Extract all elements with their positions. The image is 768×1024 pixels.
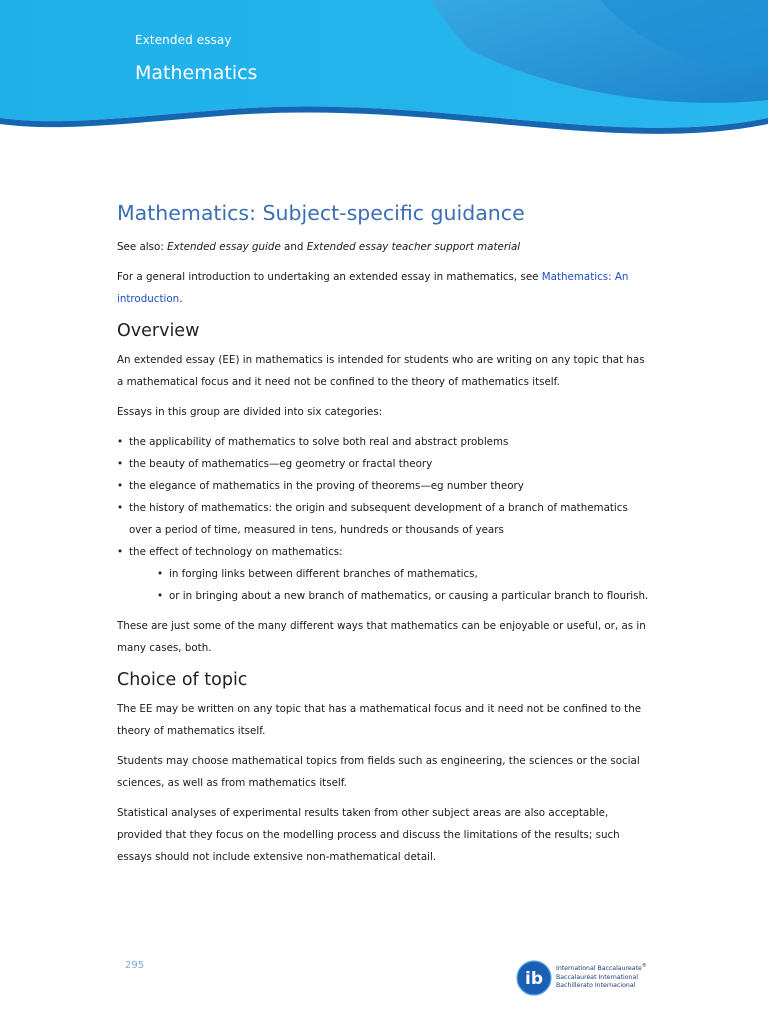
intro-text: For a general introduction to undertaking an extended essay in mathematics, see xyxy=(117,271,542,283)
choice-paragraph-1: The EE may be written on any topic that has a mathematical focus and it need not be confined to the theory of mathematics itself. xyxy=(117,703,642,737)
ib-logo-text xyxy=(556,962,647,991)
ib-logo-line-en: International Baccalaureate® xyxy=(556,963,647,973)
choice-paragraph-3: Statistical analyses of experimental results taken from other subject areas are also acceptable, provided that they focus on the modelling process and discuss the limitations of the results; such essays should not include extensive non-mathematical detail. xyxy=(117,807,620,863)
see-also-tsm: Extended essay teacher support material xyxy=(306,241,521,253)
overview-paragraph-1: An extended essay (EE) in mathematics is intended for students who are writing on any topic that has a mathematical focus and it need not be confined to the theory of mathematics itself. xyxy=(117,354,645,388)
see-also-prefix: See also: xyxy=(117,241,168,253)
list-item: • the beauty of mathematics—eg geometry or fractal theory xyxy=(117,453,652,475)
ib-logo-line-fr: Baccalauréat International xyxy=(556,973,638,981)
list-item-text: the effect of technology on mathematics: xyxy=(129,546,343,558)
list-item: • the history of mathematics: the origin and subsequent development of a branch of mathematics over a period of time, measured in tens, hundreds or thousands of years xyxy=(117,497,652,541)
choice-of-topic-heading: Choice of topic xyxy=(117,670,248,690)
see-also-line xyxy=(117,236,652,258)
intro-end: . xyxy=(179,293,183,305)
ib-logo-mark-icon xyxy=(516,958,556,998)
main-content xyxy=(117,198,652,876)
page-title: Mathematics: Subject-specific guidance xyxy=(117,201,525,225)
list-item: • the applicability of mathematics to solve both real and abstract problems xyxy=(117,431,652,453)
page-header-banner xyxy=(0,0,768,140)
page-number: 295 xyxy=(125,960,145,971)
intro-paragraph xyxy=(117,266,652,310)
header-subtitle: Extended essay xyxy=(135,33,232,47)
overview-heading: Overview xyxy=(117,321,200,341)
sub-list-item: • or in bringing about a new branch of mathematics, or causing a particular branch to flourish. xyxy=(157,585,652,607)
see-also-and: and xyxy=(280,241,307,253)
ib-logo xyxy=(516,958,646,998)
ib-logo-mark-text: ib xyxy=(525,969,543,989)
categories-list xyxy=(117,431,652,607)
header-wave-graphic xyxy=(0,0,768,140)
mathematics-introduction-link[interactable]: Mathematics: An introduction xyxy=(117,271,629,305)
choice-paragraph-2: Students may choose mathematical topics from fields such as engineering, the sciences or the social sciences, as well as from mathematics itself. xyxy=(117,755,640,789)
list-item: • the elegance of mathematics in the proving of theorems—eg number theory xyxy=(117,475,652,497)
overview-paragraph-3: These are just some of the many different ways that mathematics can be enjoyable or useful, or, as in many cases, both. xyxy=(117,620,646,654)
sub-list-item: • in forging links between different branches of mathematics, xyxy=(157,563,652,585)
overview-paragraph-2: Essays in this group are divided into six categories: xyxy=(117,406,383,418)
list-item-technology xyxy=(117,541,652,607)
see-also-guide: Extended essay guide xyxy=(167,241,281,253)
header-title: Mathematics xyxy=(135,62,258,84)
technology-sub-list xyxy=(129,563,652,607)
ib-logo-line-es: Bachillerato Internacional xyxy=(556,982,636,990)
